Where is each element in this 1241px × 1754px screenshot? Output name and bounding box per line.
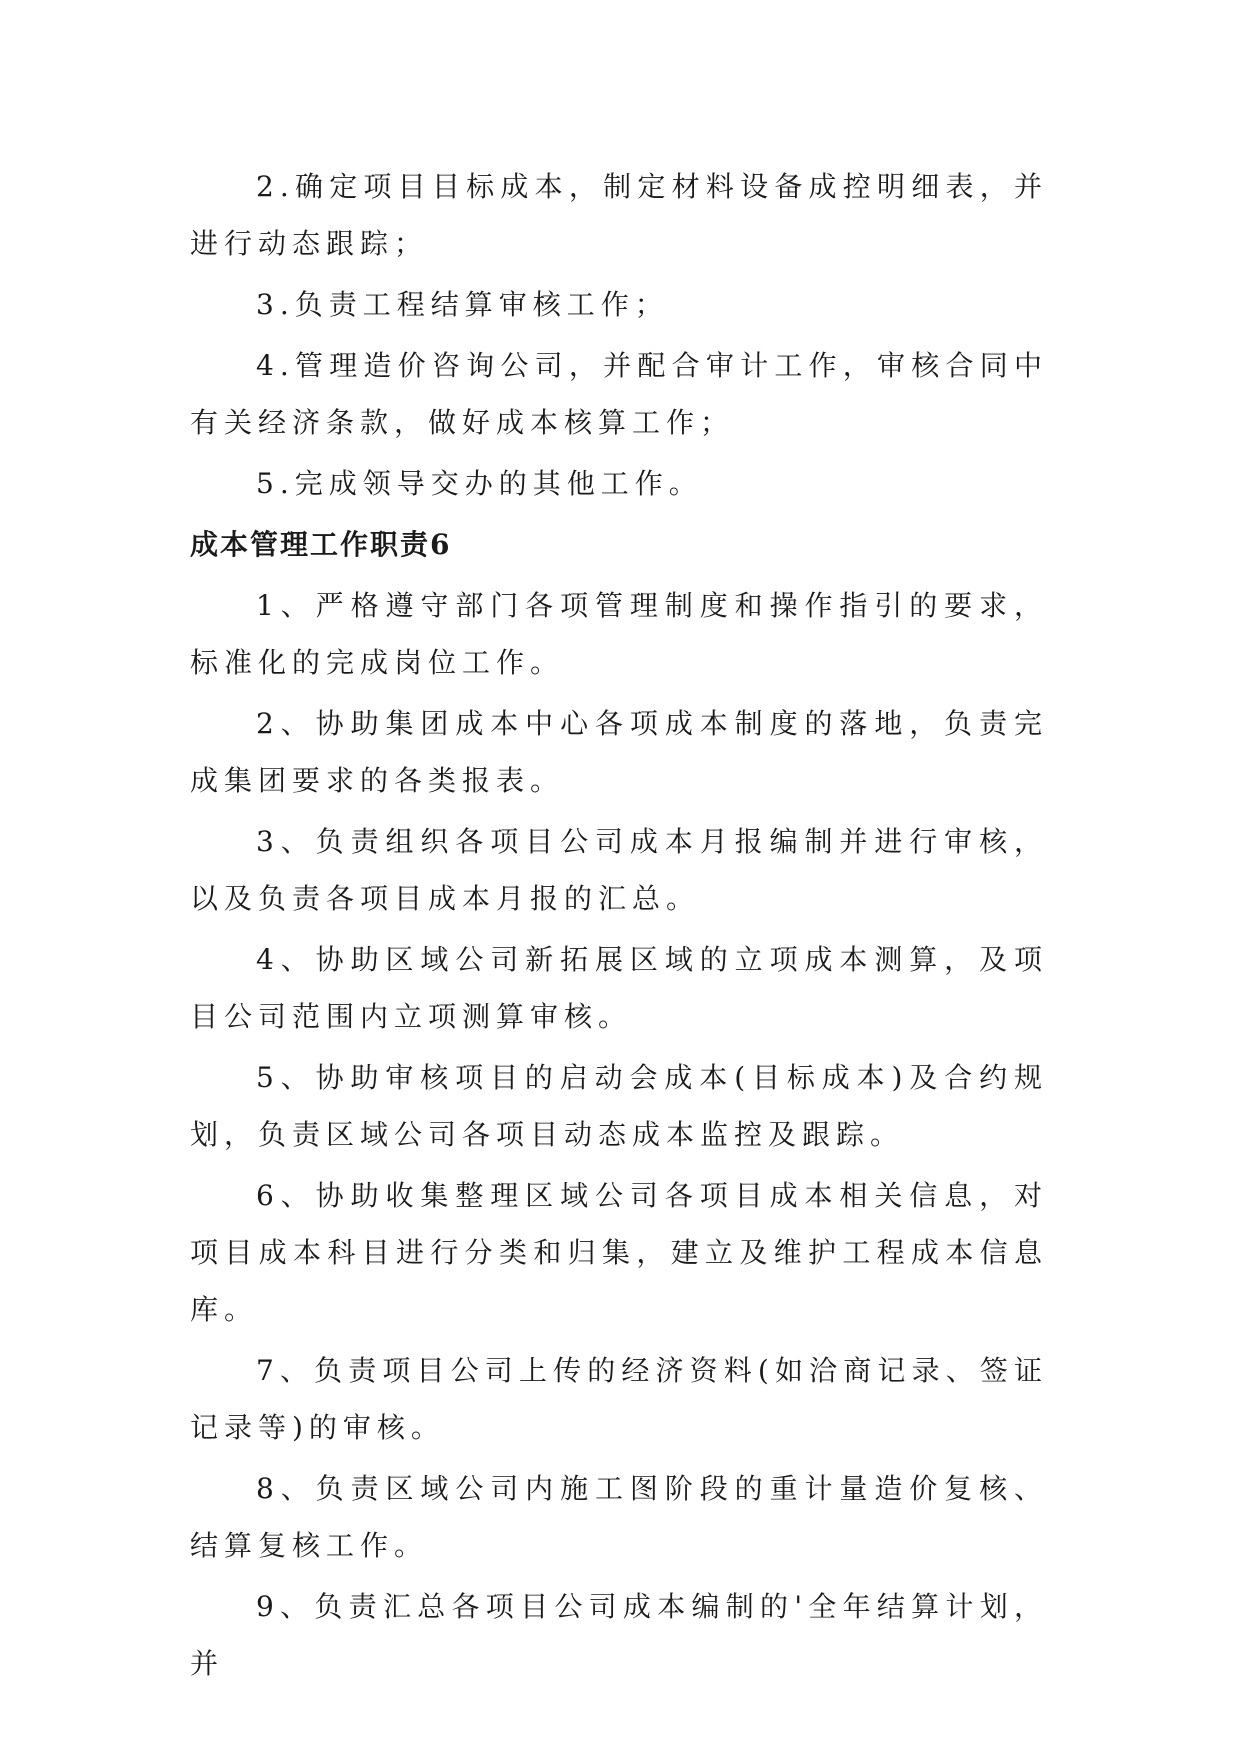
paragraph-b7: 7、负责项目公司上传的经济资料(如洽商记录、签证记录等)的审核。 bbox=[190, 1354, 1048, 1444]
paragraph-b5: 5、协助审核项目的启动会成本(目标成本)及合约规划，负责区域公司各项目动态成本监控及跟踪。 bbox=[190, 1061, 1048, 1151]
paragraph-b2: 2、协助集团成本中心各项成本制度的落地，负责完成集团要求的各类报表。 bbox=[190, 707, 1048, 797]
paragraph-b8: 8、负责区域公司内施工图阶段的重计量造价复核、结算复核工作。 bbox=[190, 1472, 1048, 1562]
paragraph-a2: 3.负责工程结算审核工作； bbox=[256, 288, 669, 321]
paragraph-a1: 2.确定项目目标成本，制定材料设备成控明细表，并进行动态跟踪； bbox=[190, 170, 1048, 260]
paragraph-b1: 1、严格遵守部门各项管理制度和操作指引的要求，标准化的完成岗位工作。 bbox=[190, 589, 1048, 679]
paragraph-b6: 6、协助收集整理区域公司各项目成本相关信息，对项目成本科目进行分类和归集，建立及维护工程成本信息库。 bbox=[190, 1179, 1048, 1326]
paragraph-a4: 5.完成领导交办的其他工作。 bbox=[256, 467, 703, 500]
paragraph-b4: 4、协助区域公司新拓展区域的立项成本测算，及项目公司范围内立项测算审核。 bbox=[190, 943, 1048, 1033]
paragraph-a3: 4.管理造价咨询公司，并配合审计工作，审核合同中有关经济条款，做好成本核算工作； bbox=[190, 349, 1048, 439]
paragraph-b3: 3、负责组织各项目公司成本月报编制并进行审核，以及负责各项目成本月报的汇总。 bbox=[190, 825, 1048, 915]
section-title: 成本管理工作职责6 bbox=[190, 528, 452, 561]
paragraph-b9: 9、负责汇总各项目公司成本编制的'全年结算计划，并 bbox=[190, 1590, 1048, 1680]
document-body bbox=[190, 158, 1048, 1696]
